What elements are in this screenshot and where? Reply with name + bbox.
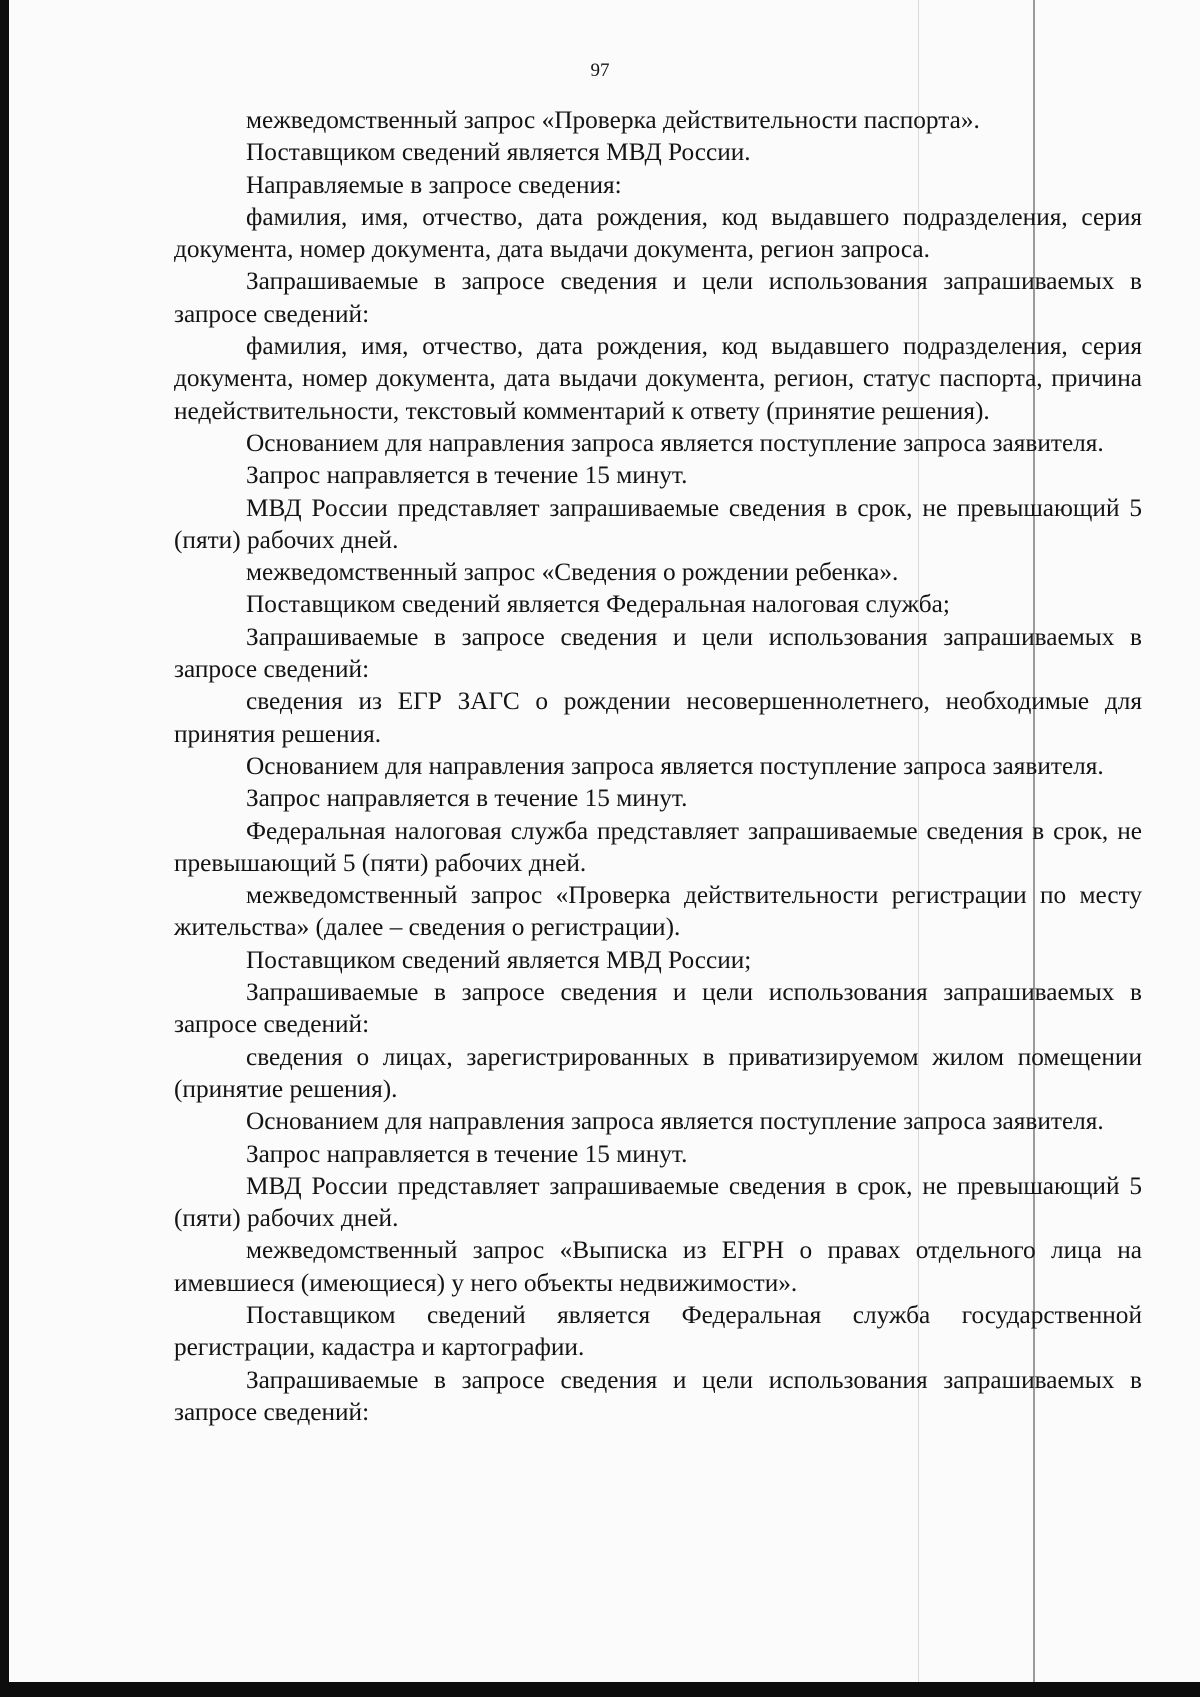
paragraph: Запрашиваемые в запросе сведения и цели использования запрашиваемых в запросе сведений: — [174, 622, 1142, 684]
paragraph: Основанием для направления запроса является поступление запроса заявителя. — [246, 1107, 1104, 1136]
paragraph: Основанием для направления запроса является поступление запроса заявителя. — [246, 751, 1104, 780]
paragraph: Поставщиком сведений является Федеральная служба государственной регистрации, кадастра и картографии. — [174, 1300, 1142, 1362]
paragraph: Направляемые в запросе сведения: — [246, 170, 622, 199]
paragraph: Поставщиком сведений является МВД России. — [246, 138, 751, 167]
paragraph: МВД России представляет запрашиваемые сведения в срок, не превышающий 5 (пяти) рабочих дней. — [174, 493, 1142, 554]
paragraph: сведения о лицах, зарегистрированных в приватизируемом жилом помещении (принятие решения). — [174, 1042, 1142, 1103]
paragraph: сведения из ЕГР ЗАГС о рождении несовершеннолетнего, необходимые для принятия решения. — [174, 687, 1142, 748]
paragraph: Запрашиваемые в запросе сведения и цели использования запрашиваемых в запросе сведений: — [174, 1365, 1142, 1426]
paragraph: Федеральная налоговая служба представляет запрашиваемые сведения в срок, не превышающий 5 (пяти) рабочих дней. — [174, 816, 1142, 877]
paragraph: межведомственный запрос «Выписка из ЕГРН о правах отдельного лица на имевшиеся (имеющиеся) у него объекты недвижимости». — [174, 1236, 1142, 1297]
scan-border-bottom — [0, 1682, 1200, 1697]
paragraph: Запрос направляется в течение 15 минут. — [246, 784, 688, 813]
paragraph: Основанием для направления запроса является поступление запроса заявителя. — [246, 428, 1104, 457]
paragraph: Запрос направляется в течение 15 минут. — [246, 461, 688, 490]
scan-border-left — [0, 0, 9, 1688]
paragraph: межведомственный запрос «Проверка действительности регистрации по месту жительства» (далее – сведения о регистрации). — [174, 881, 1142, 942]
paragraph: Запрашиваемые в запросе сведения и цели использования запрашиваемых в запросе сведений: — [174, 978, 1142, 1039]
paragraph: МВД России представляет запрашиваемые сведения в срок, не превышающий 5 (пяти) рабочих дней. — [174, 1171, 1142, 1233]
document-body — [174, 104, 1142, 1428]
paragraph: Запрашиваемые в запросе сведения и цели использования запрашиваемых в запросе сведений: — [174, 267, 1142, 328]
paragraph: фамилия, имя, отчество, дата рождения, код выдавшего подразделения, серия документа, номер документа, дата выдачи документа, регион, статус паспорта, причина недействительности, текстовый комментарий к ответу (принятие решения). — [174, 332, 1142, 425]
paragraph: Запрос направляется в течение 15 минут. — [246, 1139, 688, 1168]
paragraph: фамилия, имя, отчество, дата рождения, код выдавшего подразделения, серия документа, номер документа, дата выдачи документа, регион запроса. — [174, 202, 1142, 264]
paragraph: межведомственный запрос «Проверка действительности паспорта». — [246, 106, 980, 134]
paragraph: Поставщиком сведений является Федеральная налоговая служба; — [246, 590, 950, 619]
page-number: 97 — [590, 60, 610, 81]
paragraph: межведомственный запрос «Сведения о рождении ребенка». — [246, 558, 899, 587]
paragraph: Поставщиком сведений является МВД России; — [246, 945, 752, 974]
